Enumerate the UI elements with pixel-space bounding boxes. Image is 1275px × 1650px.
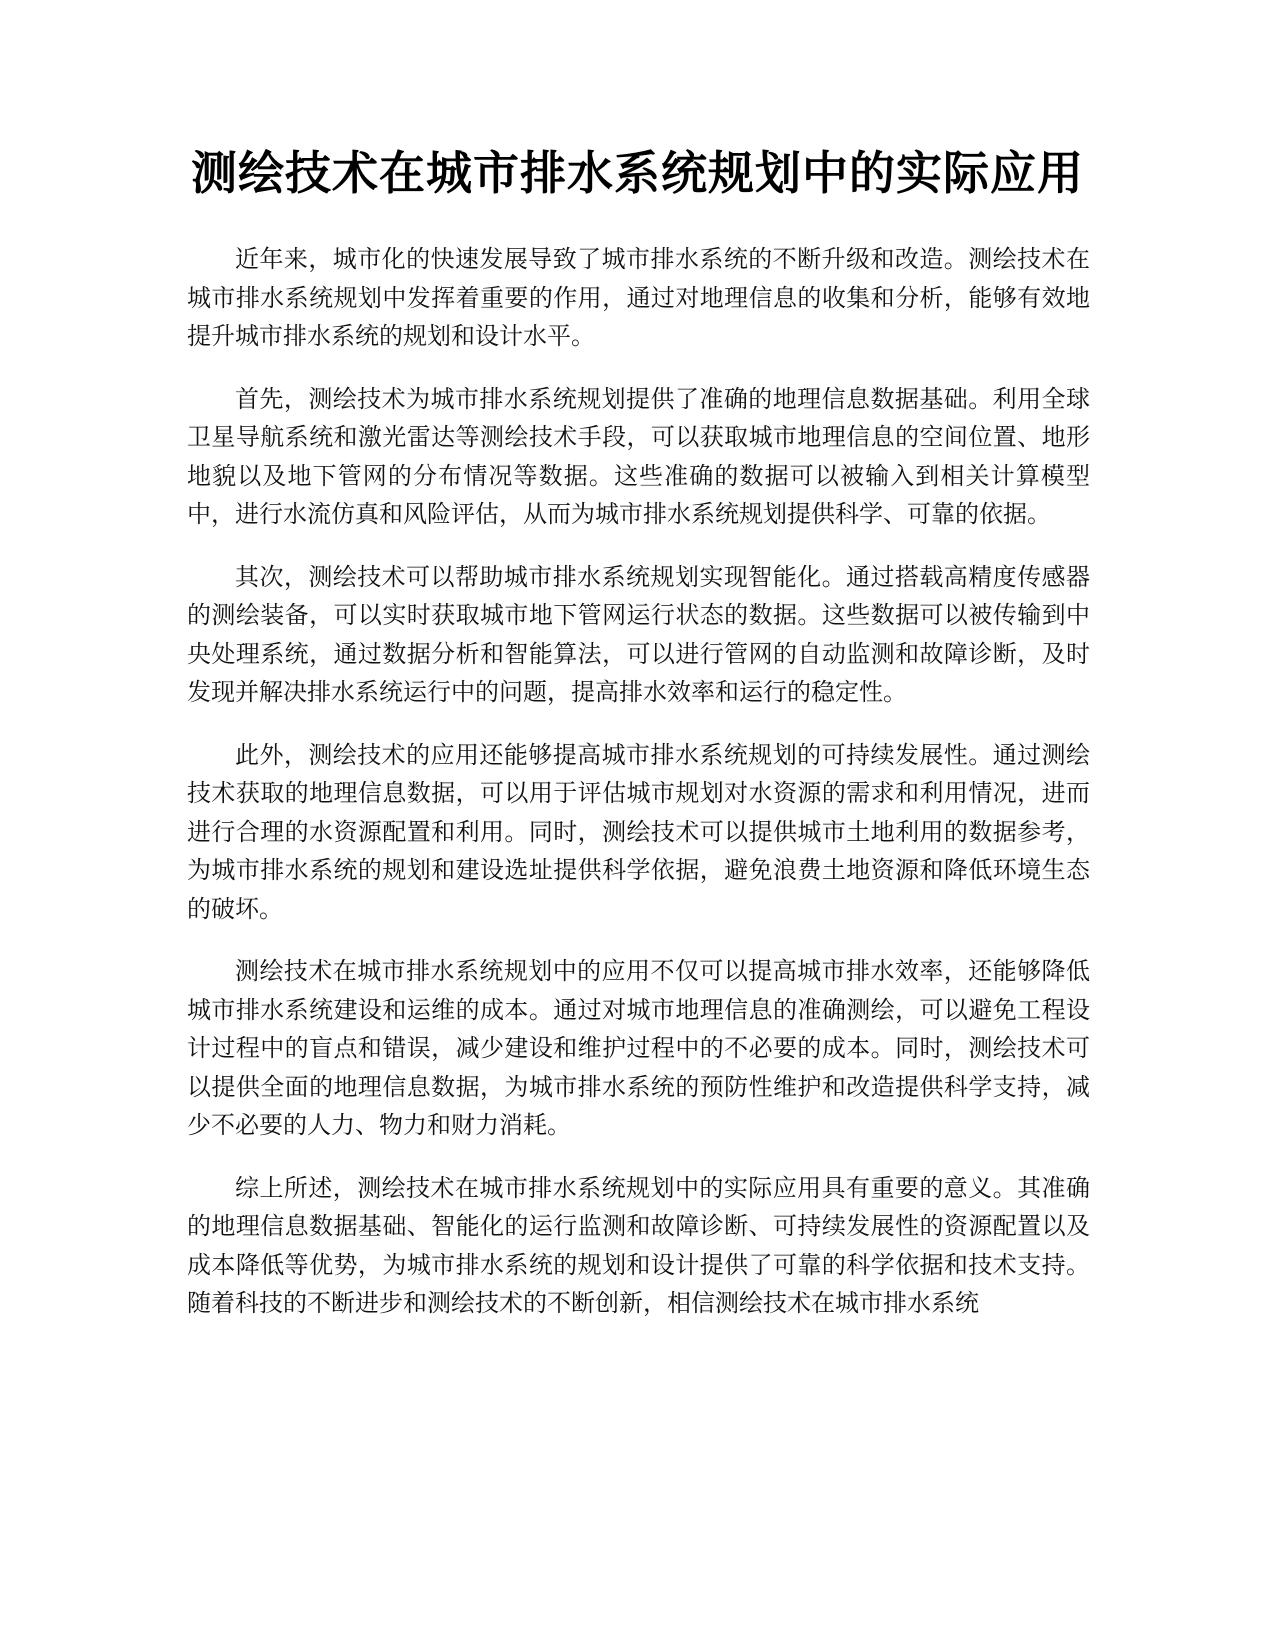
paragraph-intelligence: 其次，测绘技术可以帮助城市排水系统规划实现智能化。通过搭载高精度传感器的测绘装备，可以实时获取城市地下管网运行状态的数据。这些数据可以被传输到中央处理系统，通过数据分析和智能算法，可以进行管网的自动监测和故障诊断，及时发现并解决排水系统运行中的问题，提高排水效率和运行的稳定性。 [187,562,1090,706]
paragraph-sustainability: 此外，测绘技术的应用还能够提高城市排水系统规划的可持续发展性。通过测绘技术获取的地理信息数据，可以用于评估城市规划对水资源的需求和利用情况，进而进行合理的水资源配置和利用。同时，测绘技术可以提供城市土地利用的数据参考，为城市排水系统的规划和建设选址提供科学依据，避免浪费土地资源和降低环境生态的破坏。 [187,740,1090,923]
paragraph-conclusion: 综上所述，测绘技术在城市排水系统规划中的实际应用具有重要的意义。其准确的地理信息数据基础、智能化的运行监测和故障诊断、可持续发展性的资源配置以及成本降低等优势，为城市排水系统的规划和设计提供了可靠的科学依据和技术支持。随着科技的不断进步和测绘技术的不断创新，相信测绘技术在城市排水系统 [187,1173,1090,1317]
document-body [187,240,1090,1347]
document-title: 测绘技术在城市排水系统规划中的实际应用 [191,146,1084,200]
paragraph-data-foundation: 首先，测绘技术为城市排水系统规划提供了准确的地理信息数据基础。利用全球卫星导航系统和激光雷达等测绘技术手段，可以获取城市地理信息的空间位置、地形地貌以及地下管网的分布情况等数据。这些准确的数据可以被输入到相关计算模型中，进行水流仿真和风险评估，从而为城市排水系统规划提供科学、可靠的依据。 [187,384,1090,528]
paragraph-intro: 近年来，城市化的快速发展导致了城市排水系统的不断升级和改造。测绘技术在城市排水系统规划中发挥着重要的作用，通过对地理信息的收集和分析，能够有效地提升城市排水系统的规划和设计水平。 [187,245,1090,350]
paragraph-cost-reduction: 测绘技术在城市排水系统规划中的应用不仅可以提高城市排水效率，还能够降低城市排水系统建设和运维的成本。通过对城市地理信息的准确测绘，可以避免工程设计过程中的盲点和错误，减少建设和维护过程中的不必要的成本。同时，测绘技术可以提供全面的地理信息数据，为城市排水系统的预防性维护和改造提供科学支持，减少不必要的人力、物力和财力消耗。 [187,957,1090,1139]
